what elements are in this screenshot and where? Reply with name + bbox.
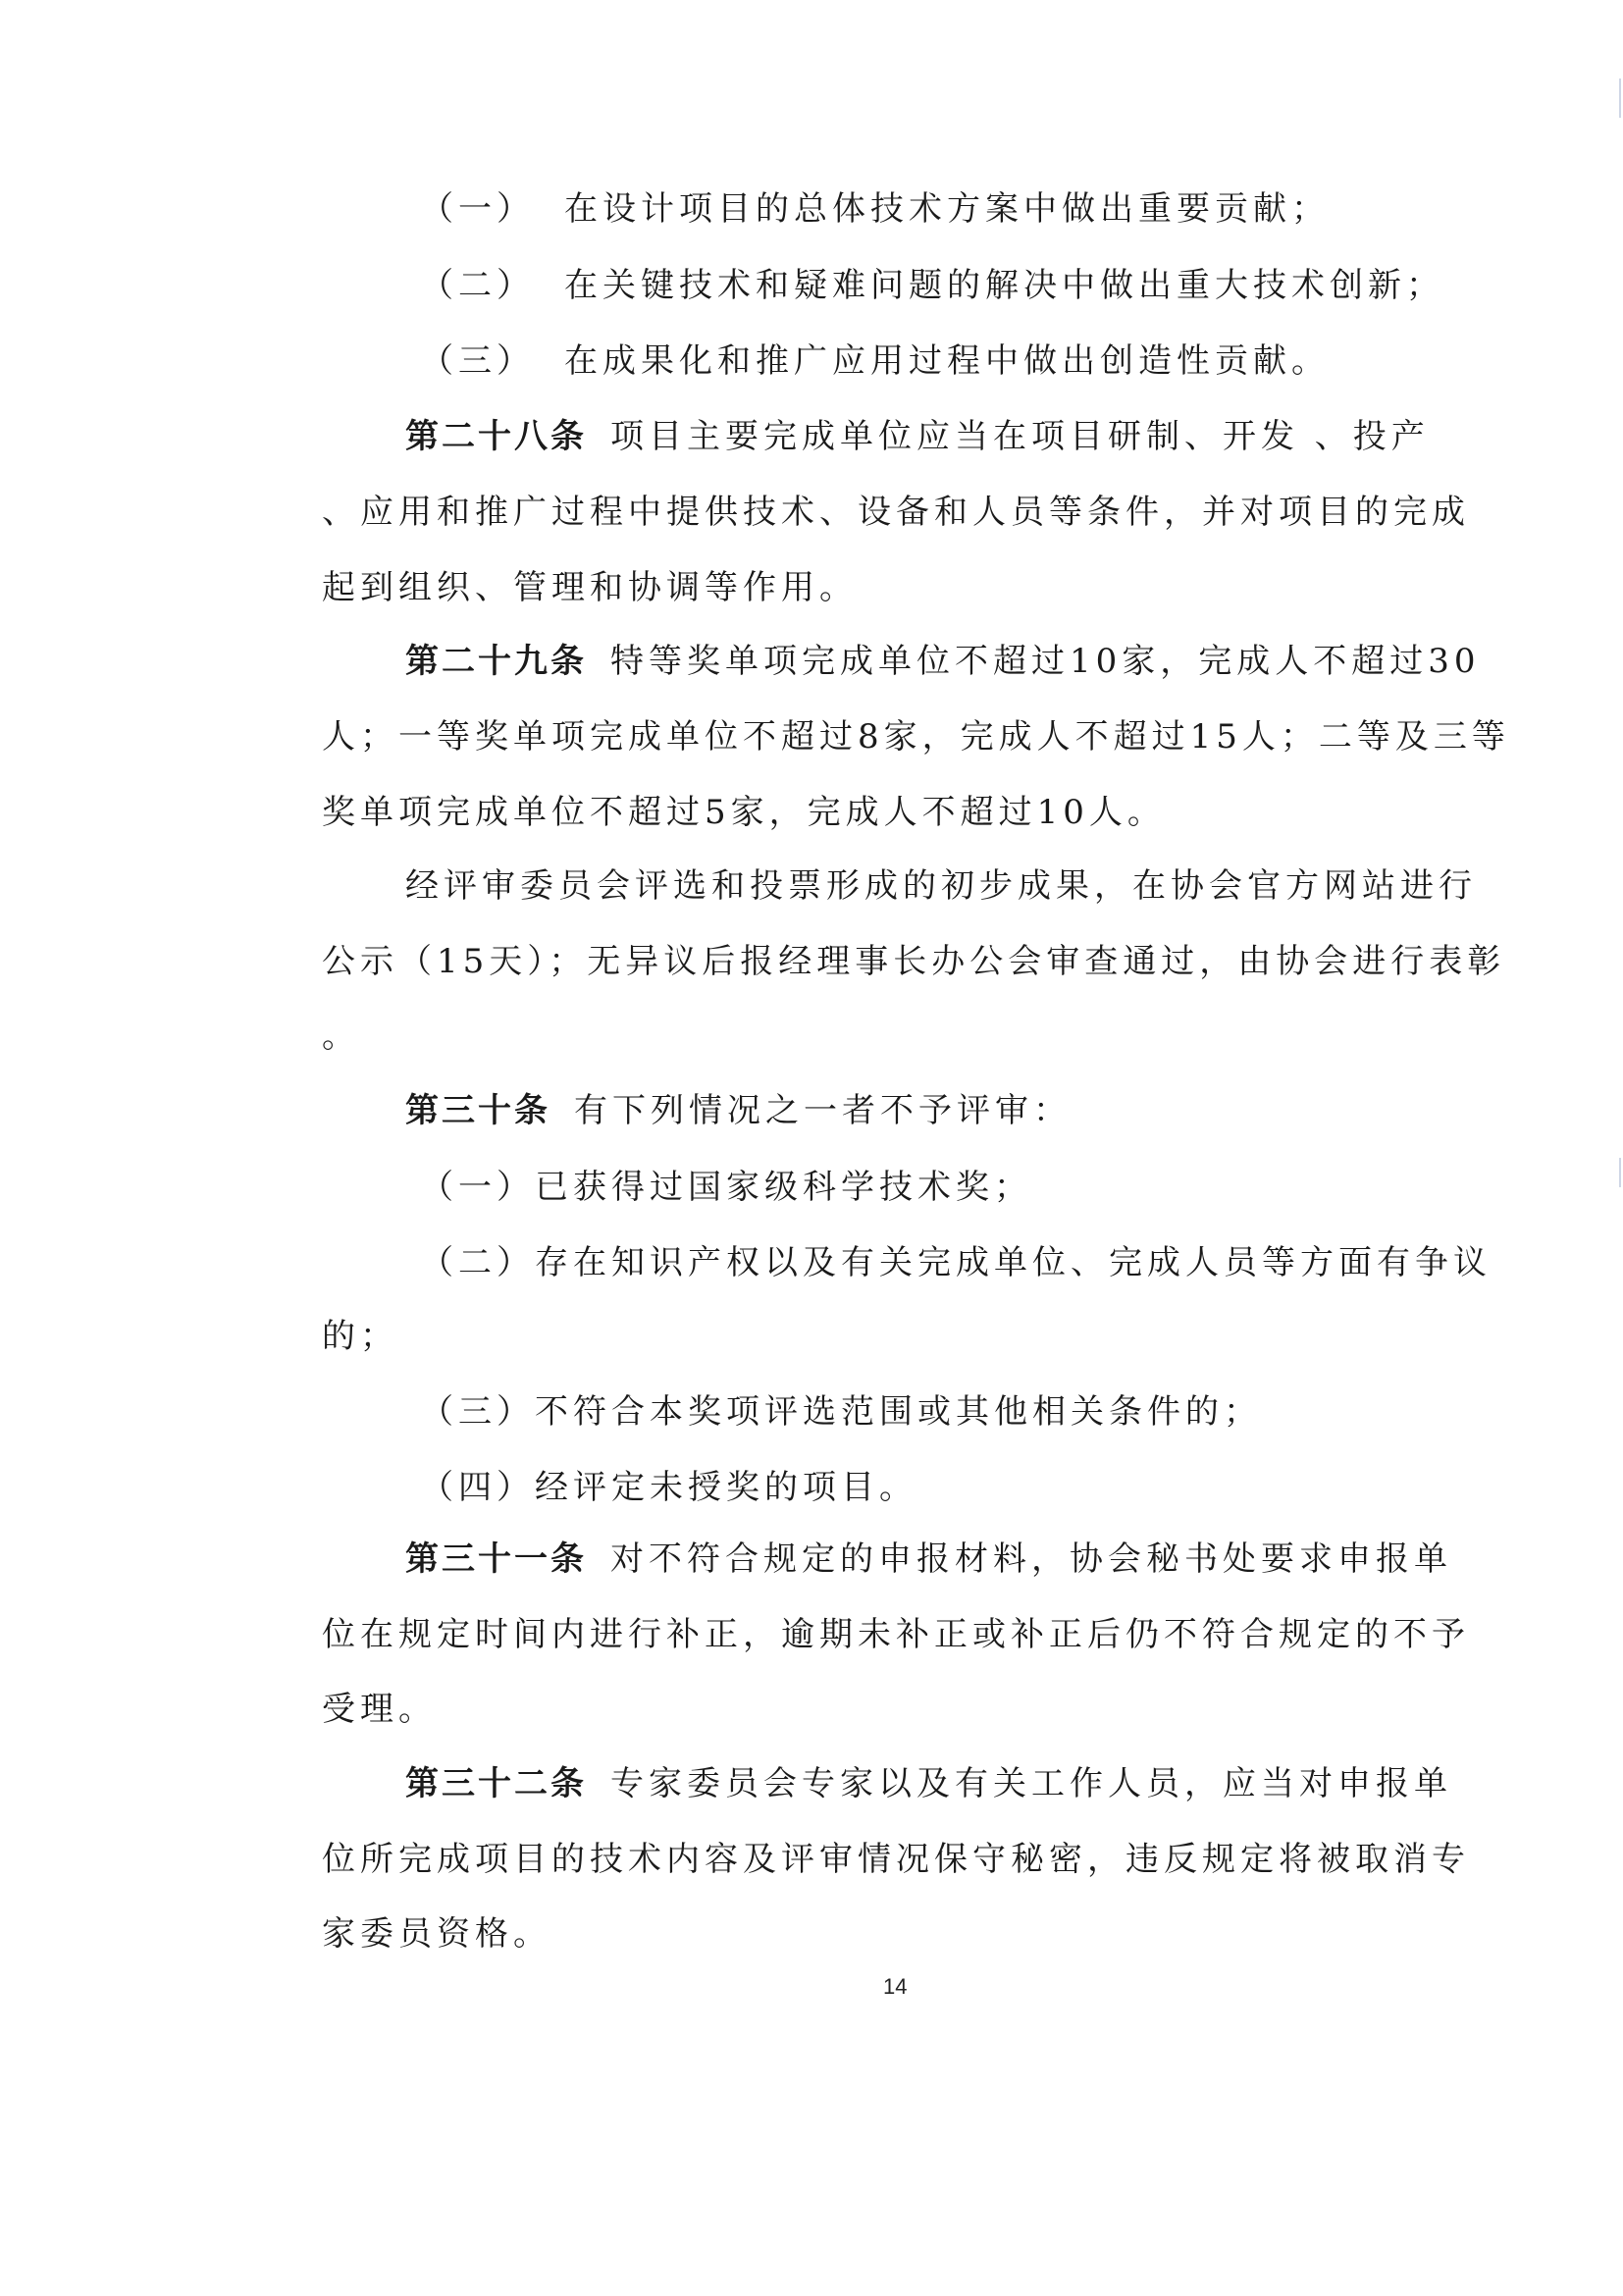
article-29-line-2: 人；一等奖单项完成单位不超过8家，完成人不超过15人；二等及三等: [322, 717, 1510, 757]
article-32-line-2: 位所完成项目的技术内容及评审情况保守秘密，违反规定将被取消专: [322, 1840, 1470, 1879]
review-line-3: 。: [322, 1017, 360, 1056]
scan-edge-mark: [1619, 78, 1621, 118]
article-31-line-3: 受理。: [322, 1690, 437, 1729]
article-heading: 第三十二条: [405, 1764, 587, 1803]
page-number: 14: [883, 1974, 908, 1999]
article-heading: 第三十一条: [405, 1539, 587, 1579]
article-30-item-2: （二）存在知识产权以及有关完成单位、完成人员等方面有争议: [420, 1243, 1492, 1282]
list-text: 在关键技术和疑难问题的解决中做出重大技术创新；: [564, 266, 1444, 305]
list-marker: （二）: [420, 266, 535, 305]
list-marker: （三）: [420, 341, 535, 381]
article-28-line-3: 起到组织、管理和协调等作用。: [322, 568, 858, 607]
article-heading: 第二十九条: [405, 642, 587, 681]
review-line-1: 经评审委员会评选和投票形成的初步成果，在协会官方网站进行: [405, 866, 1477, 906]
list-text: 在成果化和推广应用过程中做出创造性贡献。: [564, 341, 1330, 381]
list-item: [420, 341, 1330, 381]
article-30-item-1: （一）已获得过国家级科学技术奖；: [420, 1168, 1032, 1207]
article-32-line-1: 第三十二条 专家委员会专家以及有关工作人员，应当对申报单: [405, 1764, 1452, 1803]
article-28-line-1: 第二十八条 项目主要完成单位应当在项目研制、开发 、投产: [405, 417, 1430, 456]
review-line-2: 公示（15天）；无异议后报经理事长办公会审查通过，由协会进行表彰: [322, 942, 1506, 981]
article-29-line-3: 奖单项完成单位不超过5家，完成人不超过10人。: [322, 793, 1166, 832]
article-30-item-2-cont: 的；: [322, 1317, 398, 1356]
article-heading: 第三十条: [405, 1091, 550, 1130]
article-30-line-1: 第三十条 有下列情况之一者不予评审：: [405, 1091, 1072, 1130]
scan-edge-mark: [1619, 1158, 1621, 1187]
article-28-line-2: 、应用和推广过程中提供技术、设备和人员等条件，并对项目的完成: [322, 493, 1470, 532]
article-30-item-4: （四）经评定未授奖的项目。: [420, 1468, 917, 1507]
article-heading: 第二十八条: [405, 417, 587, 456]
list-text: 在设计项目的总体技术方案中做出重要贡献；: [564, 189, 1330, 229]
list-marker: （一）: [420, 189, 535, 229]
article-31-line-2: 位在规定时间内进行补正，逾期未补正或补正后仍不符合规定的不予: [322, 1615, 1470, 1654]
article-30-item-3: （三）不符合本奖项评选范围或其他相关条件的；: [420, 1392, 1262, 1432]
list-item: [420, 266, 1444, 305]
article-32-line-3: 家委员资格。: [322, 1914, 551, 1954]
article-31-line-1: 第三十一条 对不符合规定的申报材料，协会秘书处要求申报单: [405, 1539, 1452, 1579]
list-item: [420, 189, 1330, 229]
article-29-line-1: 第二十九条 特等奖单项完成单位不超过10家，完成人不超过30: [405, 642, 1481, 681]
